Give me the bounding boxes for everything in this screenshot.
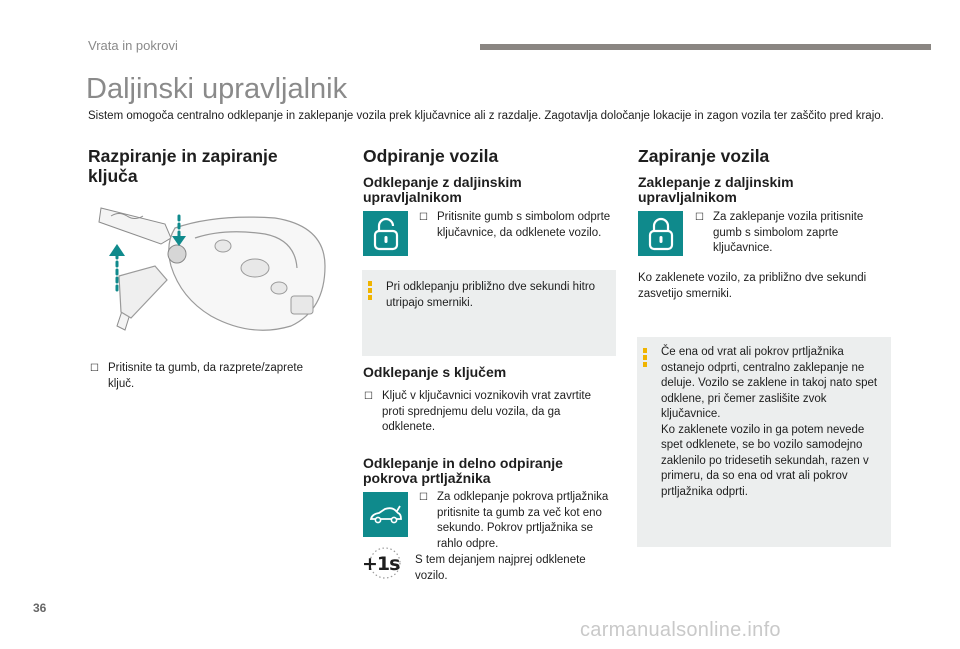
- heading-key: Razpiranje in zapiranje ključa: [88, 146, 278, 186]
- bullet-square-icon: ☐: [419, 492, 428, 503]
- key-fob-illustration: [95, 198, 335, 336]
- note-unlock-indicators: Pri odklepanju približno dve sekundi hitro utripajo smerniki.: [362, 270, 616, 356]
- bullet-key-unlock: ☐ Ključ v ključavnici voznikovih vrat zavrtite proti sprednjemu delu vozila, da ga odklenete.: [364, 389, 614, 436]
- bullet-key: ☐ Pritisnite ta gumb, da razprete/zaprete ključ.: [90, 361, 330, 392]
- bullet-trunk-unlock: ☐ Za odklepanje pokrova prtljažnika pritisnite ta gumb za več kot eno sekundo. Pokrov prtljažnika se rahlo odpre.: [419, 490, 619, 552]
- page-title: Daljinski upravljalnik: [86, 73, 348, 105]
- page-number: 36: [33, 601, 47, 615]
- car-trunk-icon: [363, 492, 408, 537]
- heading-open: Odpiranje vozila: [363, 146, 499, 166]
- sub-key-unlock: Odklepanje s ključem: [363, 364, 507, 380]
- section-title: Vrata in pokrovi: [88, 38, 178, 53]
- note-lock-warning: Če ena od vrat ali pokrov prtljažnika ostanejo odprti, centralno zaklepanje ne deluje. Vozilo se zaklene in takoj nato spet odklene, pri čemer zaslišite zvok ključavnice. Ko zaklenete vozilo in ga potem nevede spet odklenete, se bo vozilo samodejno zaklenilo po tridesetih sekundah, razen v primeru, da so ena od vrat ali pokrov prtljažnika odprti.: [637, 337, 891, 547]
- watermark: carmanualsonline.info: [580, 619, 781, 641]
- note-accent-icon: [368, 281, 372, 302]
- column-key: [88, 146, 328, 186]
- timer-plus-1s-icon: +1s: [362, 546, 406, 582]
- trunk-unlock-text: S tem dejanjem najprej odklenete vozilo.: [415, 554, 586, 582]
- sub-trunk-unlock: Odklepanje in delno odpiranje pokrova prtljažnika: [363, 455, 563, 486]
- bullet-square-icon: ☐: [695, 212, 704, 223]
- note-accent-icon: [643, 348, 647, 369]
- release-button-illustration: [168, 245, 186, 263]
- lock-icon: [638, 211, 683, 256]
- sub-remote-lock: Zaklepanje z daljinskim upravljalnikom: [638, 174, 794, 205]
- bullet-square-icon: ☐: [419, 212, 428, 223]
- bullet-square-icon: ☐: [90, 363, 99, 374]
- bullet-square-icon: ☐: [364, 391, 373, 402]
- lock-indicators-text: Ko zaklenete vozilo, za približno dve sekundi zasvetijo smerniki.: [638, 272, 867, 300]
- heading-close: Zapiranje vozila: [638, 146, 770, 166]
- sub-remote-unlock: Odklepanje z daljinskim upravljalnikom: [363, 174, 522, 205]
- header-bar: [480, 44, 931, 50]
- intro-text: Sistem omogoča centralno odklepanje in zaklepanje vozila prek ključavnice ali z razdalje. Zagotavlja določanje lokacije in zagon vozila ter zaščito pred krajo.: [88, 110, 884, 122]
- bullet-remote-lock: ☐ Za zaklepanje vozila pritisnite gumb s simbolom zaprte ključavnice.: [695, 210, 885, 257]
- bullet-remote-unlock: ☐ Pritisnite gumb s simbolom odprte ključavnice, da odklenete vozilo.: [419, 210, 619, 241]
- unlock-icon: [363, 211, 408, 256]
